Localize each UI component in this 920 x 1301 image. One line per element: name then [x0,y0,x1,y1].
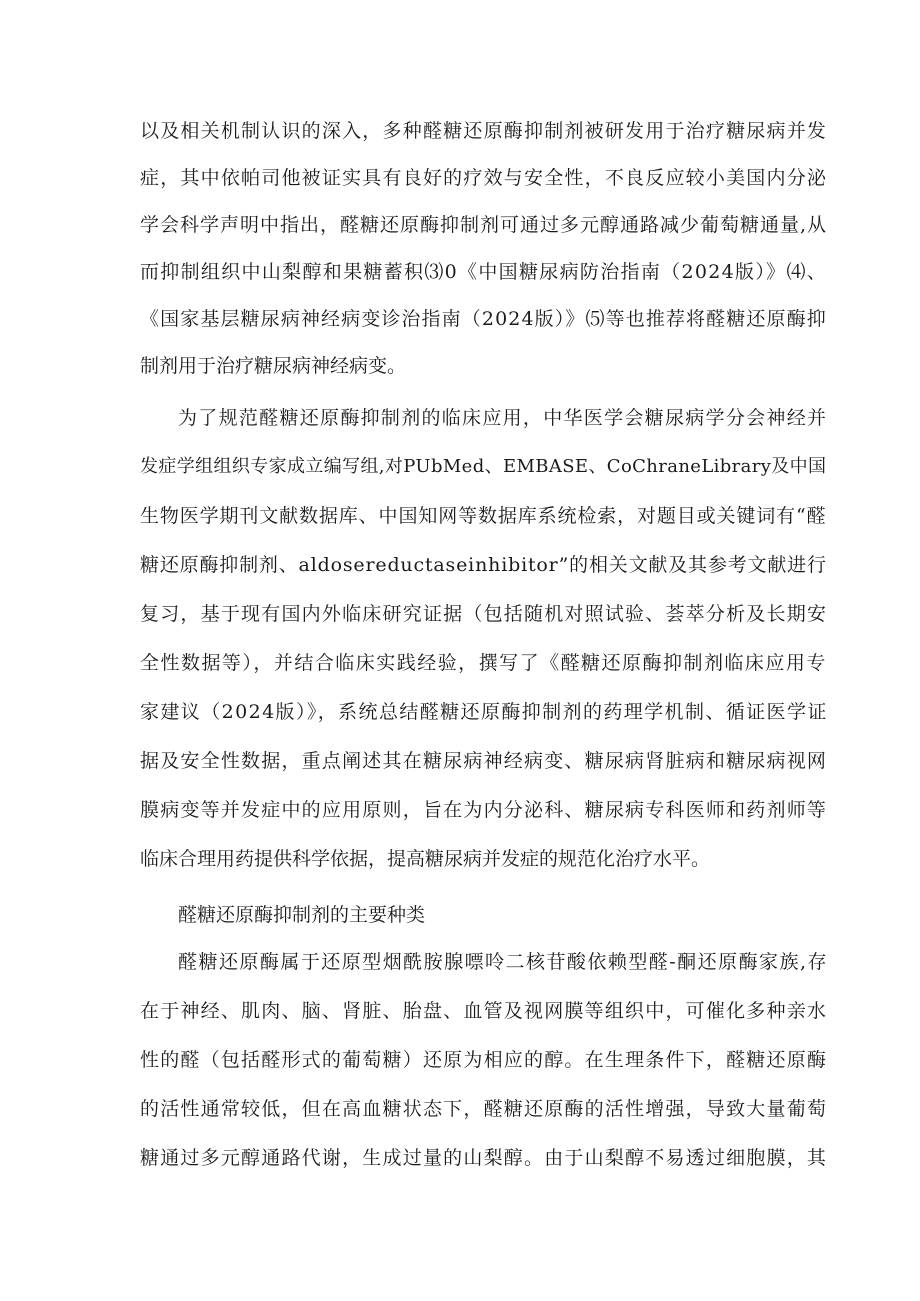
paragraph-2-line-5: 复习，基于现有国内外临床研究证据（包括随机对照试验、荟萃分析及长期安 [140,603,828,625]
paragraph-2-line-7: 家建议（2024版）》，系统总结醛糖还原酶抑制剂的药理学机制、循证医学证 [140,701,828,723]
paragraph-2-line-8: 据及安全性数据，重点阐述其在糖尿病神经病变、糖尿病肾脏病和糖尿病视网 [140,750,828,772]
paragraph-1-line-6: 制剂用于治疗糖尿病神经病变。 [140,355,407,377]
paragraph-1-line-3: 学会科学声明中指出，醛糖还原酶抑制剂可通过多元醇通路减少葡萄糖通量,从 [140,214,828,236]
paragraph-2-line-6: 全性数据等），并结合临床实践经验，撰写了《醛糖还原酶抑制剂临床应用专 [140,652,827,674]
paragraph-3-line-4: 的活性通常较低，但在高血糖状态下，醛糖还原酶的活性增强，导致大量葡萄 [140,1098,828,1120]
paragraph-1-line-2: 症，其中依帕司他被证实具有良好的疗效与安全性，不良反应较小美国内分泌 [140,167,828,189]
paragraph-2-line-10: 临床合理用药提供科学依据，提高糖尿病并发症的规范化治疗水平。 [140,848,711,870]
paragraph-3-line-2: 在于神经、肌肉、脑、肾脏、胎盘、血管及视网膜等组织中，可催化多种亲水 [140,1000,828,1022]
paragraph-2-line-4: 糖还原酶抑制剂、aldosereductaseinhibitor”的相关文献及其参考文献进行 [140,554,827,576]
paragraph-3-line-1: 醛糖还原酶属于还原型烟酰胺腺嘌呤二核苷酸依赖型醛-酮还原酶家族,存 [178,951,828,973]
paragraph-3-line-3: 性的醛（包括醛形式的葡萄糖）还原为相应的醇。在生理条件下，醛糖还原酶 [140,1049,828,1071]
paragraph-1-line-1: 以及相关机制认识的深入，多种醛糖还原酶抑制剂被研发用于治疗糖尿病并发 [140,120,828,142]
paragraph-1-line-5: 《国家基层糖尿病神经病变诊治指南（2024版）》⑸等也推荐将醛糖还原酶抑 [140,308,827,330]
paragraph-2-line-3: 生物医学期刊文献数据库、中国知网等数据库系统检索，对题目或关键词有“醛 [140,505,827,527]
paragraph-3-line-5: 糖通过多元醇通路代谢，生成过量的山梨醇。由于山梨醇不易透过细胞膜，其 [140,1147,828,1169]
paragraph-2-line-1: 为了规范醛糖还原酶抑制剂的临床应用，中华医学会糖尿病学分会神经并 [178,407,828,429]
paragraph-2-line-2: 发症学组组织专家成立编写组,对PUbMed、EMBASE、CoChraneLibrary及中国 [140,456,827,477]
paragraph-2-line-9: 膜病变等并发症中的应用原则，旨在为内分泌科、糖尿病专科医师和药剂师等 [140,799,828,821]
paragraph-1-line-4: 而抑制组织中山梨醇和果糖蓄积⑶0《中国糖尿病防治指南（2024版）》⑷、 [140,261,828,283]
section-heading: 醛糖还原酶抑制剂的主要种类 [178,904,426,926]
